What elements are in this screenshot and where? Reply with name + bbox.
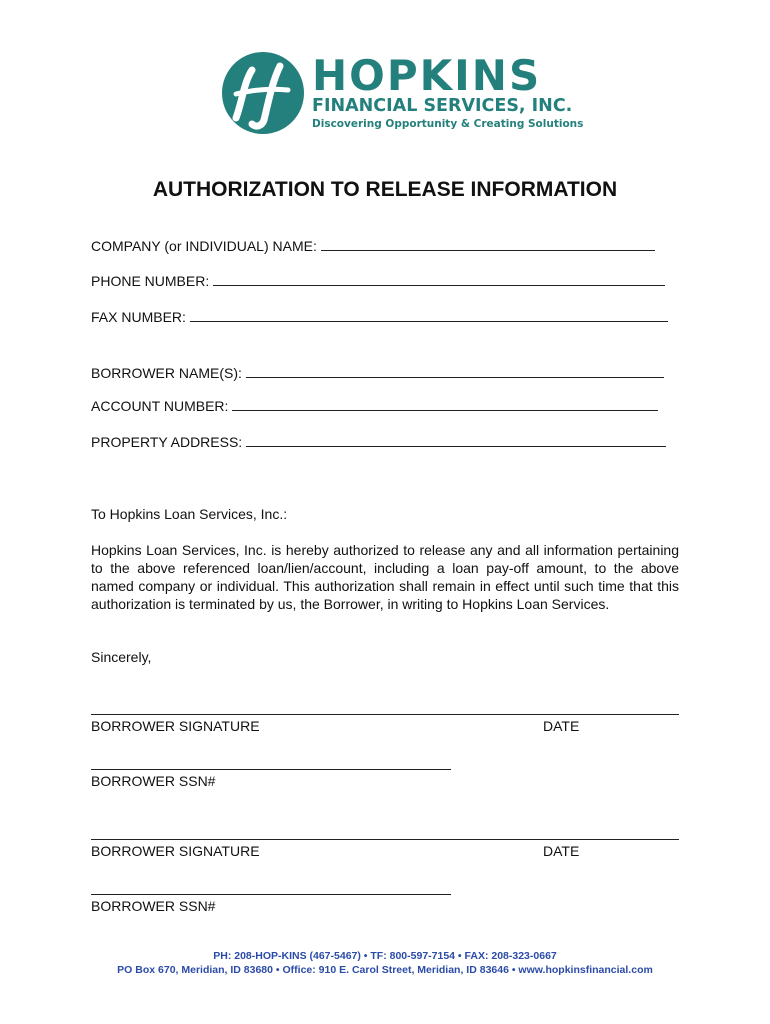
company-name-label: COMPANY (or INDIVIDUAL) NAME:	[91, 238, 317, 254]
logo-tagline: Discovering Opportunity & Creating Solutions	[312, 118, 584, 130]
phone-number-label: PHONE NUMBER:	[91, 273, 210, 289]
ssn-line-2[interactable]	[91, 894, 451, 895]
company-name-field	[91, 237, 655, 254]
footer-address-line: PO Box 670, Meridian, ID 83680 • Office: 910 E. Carol Street, Meridian, ID 83646 • www.hopkinsfinancial.com	[117, 964, 653, 976]
borrower-name-field	[91, 364, 664, 381]
account-number-field	[91, 397, 658, 414]
property-address-line[interactable]	[246, 433, 666, 447]
logo-subtitle: FINANCIAL SERVICES, INC.	[312, 96, 573, 116]
borrower-name-line[interactable]	[246, 364, 664, 378]
fax-number-field	[91, 308, 668, 325]
property-address-label: PROPERTY ADDRESS:	[91, 434, 243, 450]
salutation: To Hopkins Loan Services, Inc.:	[91, 506, 288, 522]
phone-number-field	[91, 272, 665, 289]
account-number-line[interactable]	[232, 397, 658, 411]
property-address-field	[91, 433, 666, 450]
date-label-2: DATE	[543, 843, 580, 859]
company-logo	[222, 51, 584, 138]
document-title: AUTHORIZATION TO RELEASE INFORMATION	[152, 178, 618, 201]
ssn-label-2: BORROWER SSN#	[91, 898, 216, 914]
borrower-name-label: BORROWER NAME(S):	[91, 365, 242, 381]
ssn-label-1: BORROWER SSN#	[91, 773, 216, 789]
fax-number-line[interactable]	[190, 308, 668, 322]
company-name-line[interactable]	[321, 237, 655, 251]
closing: Sincerely,	[91, 649, 152, 665]
signature-label-2: BORROWER SIGNATURE	[91, 843, 260, 859]
logo-monogram-icon	[222, 52, 304, 134]
logo-name: HOPKINS	[312, 51, 542, 100]
authorization-body: Hopkins Loan Services, Inc. is hereby authorized to release any and all information pertaining to the above referenced loan/lien/account, including a loan pay-off amount, to the above named company or individual. This authorization shall remain in effect until such time that this authorization is terminated by us, the Borrower, in writing to Hopkins Loan Services.	[91, 542, 679, 612]
phone-number-line[interactable]	[213, 272, 665, 286]
ssn-line-1[interactable]	[91, 769, 451, 770]
footer-contact-line: PH: 208-HOP-KINS (467-5467) • TF: 800-597-7154 • FAX: 208-323-0667	[213, 950, 557, 962]
date-label-1: DATE	[543, 718, 580, 734]
account-number-label: ACCOUNT NUMBER:	[91, 398, 229, 414]
signature-line-2[interactable]	[91, 839, 679, 840]
signature-label-1: BORROWER SIGNATURE	[91, 718, 260, 734]
signature-line-1[interactable]	[91, 714, 679, 715]
fax-number-label: FAX NUMBER:	[91, 309, 186, 325]
